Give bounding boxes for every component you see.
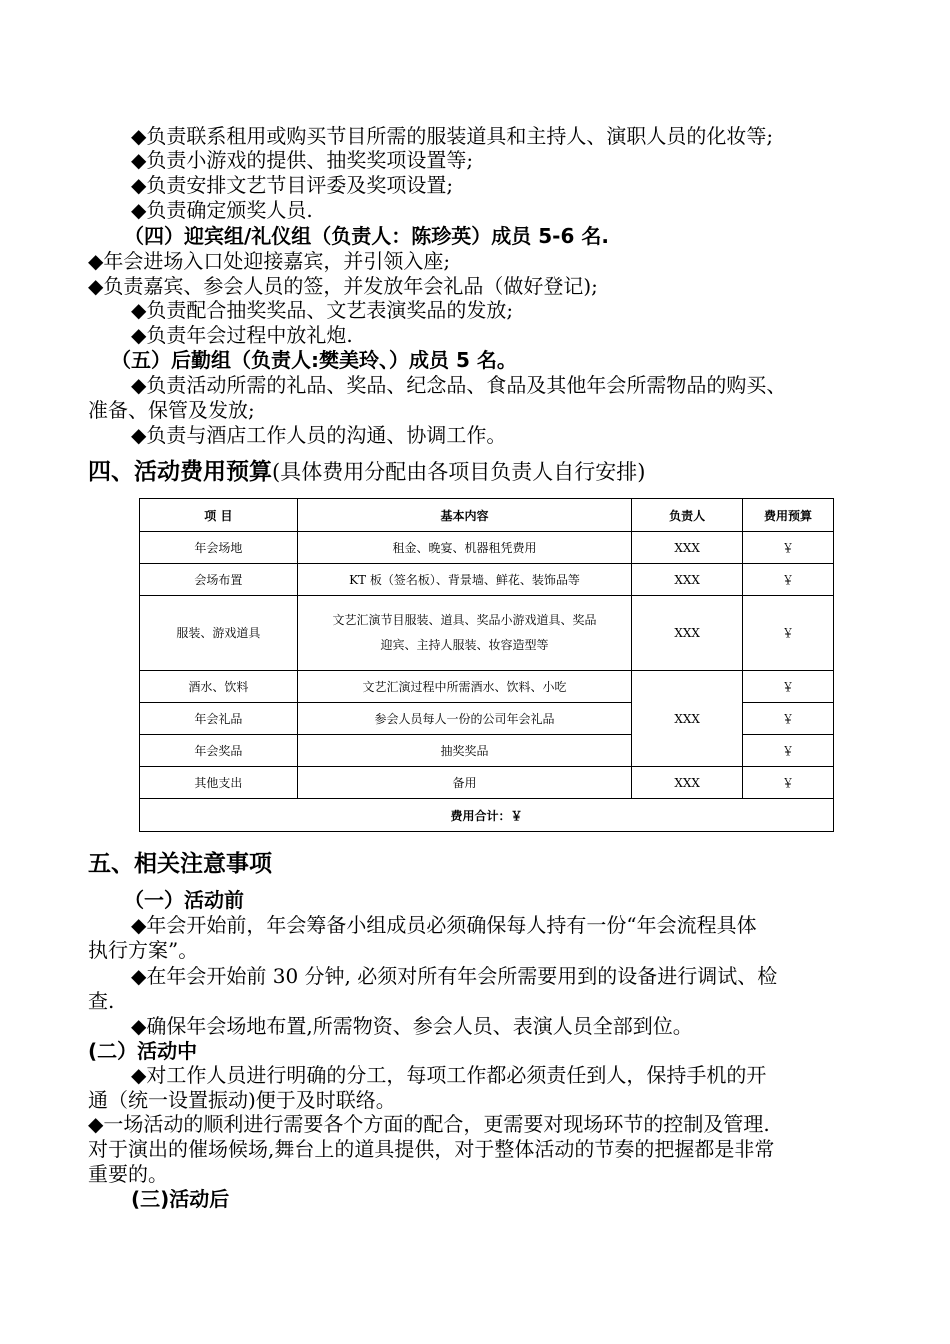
text-line: 对于演出的催场候场,舞台上的道具提供，对于整体活动的节奏的把握都是非常 [88, 1137, 775, 1161]
table-row [140, 596, 834, 671]
item-cell: 年会场地 [140, 532, 298, 564]
section-note: (具体费用分配由各项目负责人自行安排) [272, 460, 646, 484]
content-cell: 抽奖奖品 [297, 735, 631, 767]
table-row [140, 671, 834, 703]
header-cell: 基本内容 [297, 499, 631, 532]
owner-cell: XXX [632, 532, 743, 564]
budget-cell: ￥ [743, 596, 834, 671]
table-row [140, 767, 834, 799]
subheading-before: （一）活动前 [124, 888, 244, 912]
text-line: ◆负责联系租用或购买节目所需的服装道具和主持人、演职人员的化妆等; [131, 124, 774, 148]
text-line: ◆负责与酒店工作人员的沟通、协调工作。 [131, 423, 507, 447]
item-cell: 年会礼品 [140, 703, 298, 735]
text-line: ◆对工作人员进行明确的分工，每项工作都必须责任到人，保持手机的开 [131, 1063, 767, 1087]
content-cell [297, 596, 631, 671]
text-line: ◆负责安排文艺节目评委及奖项设置; [131, 173, 454, 197]
owner-cell: XXX [632, 671, 743, 767]
budget-cell: ￥ [743, 564, 834, 596]
header-cell: 项 目 [140, 499, 298, 532]
text-line: ◆确保年会场地布置,所需物资、参会人员、表演人员全部到位。 [131, 1014, 693, 1038]
text-line: ◆年会进场入口处迎接嘉宾，并引领入座; [88, 249, 451, 273]
budget-cell: ￥ [743, 703, 834, 735]
content-line: 迎宾、主持人服装、妆容造型等 [380, 638, 549, 652]
text-line: ◆负责年会过程中放礼炮. [131, 323, 353, 347]
text-line: ◆年会开始前，年会筹备小组成员必须确保每人持有一份“年会流程具体 [131, 913, 757, 937]
text-line: ◆负责确定颁奖人员. [131, 198, 313, 222]
text-line: 执行方案”。 [88, 938, 199, 962]
text-line: 查. [88, 989, 115, 1013]
header-cell: 费用预算 [743, 499, 834, 532]
table-row [140, 532, 834, 564]
item-cell: 年会奖品 [140, 735, 298, 767]
content-cell: 备用 [297, 767, 631, 799]
item-cell: 会场布置 [140, 564, 298, 596]
text-line: ◆一场活动的顺利进行需要各个方面的配合，更需要对现场环节的控制及管理. [88, 1112, 770, 1136]
budget-cell: ￥ [743, 532, 834, 564]
budget-cell: ￥ [743, 671, 834, 703]
budget-cell: ￥ [743, 735, 834, 767]
table-row [140, 564, 834, 596]
text-line: ◆负责配合抽奖奖品、文艺表演奖品的发放; [131, 298, 514, 322]
total-cell: 费用合计：￥ [140, 799, 834, 832]
content-cell: 文艺汇演过程中所需酒水、饮料、小吃 [297, 671, 631, 703]
text-line: ◆负责活动所需的礼品、奖品、纪念品、食品及其他年会所需物品的购买、 [131, 373, 787, 397]
text-line: 准备、保管及发放; [88, 398, 255, 422]
section-title: 四、活动费用预算 [88, 459, 272, 485]
text-line: 重要的。 [88, 1162, 168, 1186]
text-line: ◆负责嘉宾、参会人员的签，并发放年会礼品（做好登记); [88, 274, 598, 298]
content-cell: KT 板（签名板）、背景墙、鲜花、装饰品等 [297, 564, 631, 596]
subheading-after: (三)活动后 [131, 1187, 230, 1211]
content-cell: 租金、晚宴、机器租凭费用 [297, 532, 631, 564]
section-heading-budget [88, 458, 645, 486]
item-cell: 酒水、饮料 [140, 671, 298, 703]
text-line: ◆负责小游戏的提供、抽奖奖项设置等; [131, 148, 474, 172]
content-cell: 参会人员每人一份的公司年会礼品 [297, 703, 631, 735]
budget-cell: ￥ [743, 767, 834, 799]
subheading-logistics-group: （五）后勤组（负责人:樊美玲、）成员 5 名。 [111, 348, 517, 372]
table-header-row [140, 499, 834, 532]
item-cell: 其他支出 [140, 767, 298, 799]
subheading-welcome-group: （四）迎宾组/礼仪组（负责人：陈珍英）成员 5-6 名. [124, 224, 609, 248]
header-cell: 负责人 [632, 499, 743, 532]
content-line: 文艺汇演节目服装、道具、奖品小游戏道具、奖品 [332, 613, 597, 627]
text-line: ◆在年会开始前 30 分钟, 必须对所有年会所需要用到的设备进行调试、检 [131, 964, 778, 988]
subheading-during: (二）活动中 [88, 1039, 198, 1063]
owner-cell: XXX [632, 596, 743, 671]
section-heading-notes: 五、相关注意事项 [88, 851, 272, 877]
item-cell: 服装、游戏道具 [140, 596, 298, 671]
budget-table [139, 498, 834, 832]
owner-cell: XXX [632, 564, 743, 596]
table-total-row [140, 799, 834, 832]
owner-cell: XXX [632, 767, 743, 799]
text-line: 通（统一设置振动)便于及时联络。 [88, 1088, 396, 1112]
